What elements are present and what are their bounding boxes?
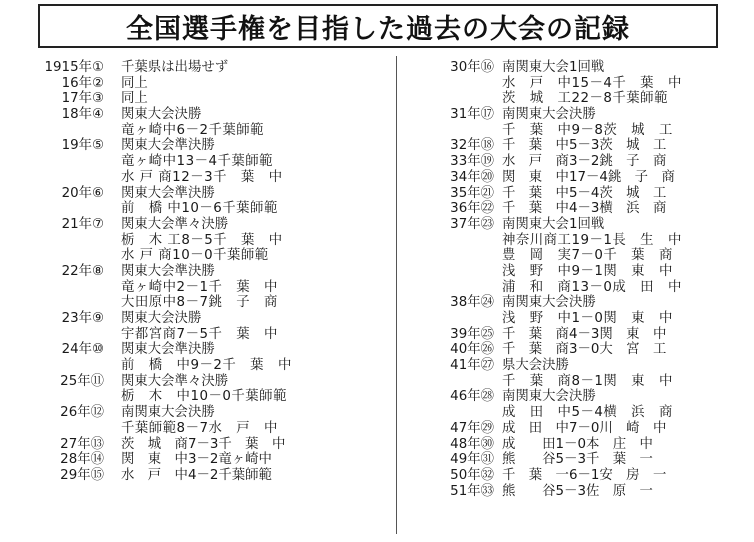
- record-line: [0, 295, 340, 311]
- record-heading: 関東大会準決勝: [121, 185, 215, 201]
- year-label: 28年⑭: [60, 452, 104, 468]
- record-heading: 県大会決勝: [502, 358, 569, 374]
- record-heading: 南関東大会1回戦: [502, 216, 605, 232]
- year-label: 17年③: [61, 91, 104, 107]
- record-heading: 南関東大会決勝: [121, 405, 215, 421]
- match-result: 豊 岡 実7－0千 葉 商: [502, 248, 673, 264]
- record-line: [404, 170, 754, 186]
- record-line: [0, 138, 340, 154]
- right-column: [404, 60, 754, 499]
- record-line: [404, 91, 754, 107]
- year-label: 37年㉓: [450, 216, 494, 232]
- record-line: [404, 60, 754, 76]
- record-line: [404, 201, 754, 217]
- column-divider: [396, 56, 397, 534]
- year-label: 24年⑩: [61, 342, 104, 358]
- record-heading: 水 戸 中4－2千葉師範: [121, 467, 272, 483]
- record-heading: 成 田1－0本 庄 中: [502, 436, 653, 452]
- record-heading: 関東大会決勝: [121, 107, 202, 123]
- record-line: [404, 389, 754, 405]
- record-heading: 千 葉 一6－1安 房 一: [502, 467, 667, 483]
- record-line: [404, 295, 754, 311]
- year-label: 40年㉖: [450, 342, 494, 358]
- year-label: 46年㉘: [450, 389, 494, 405]
- match-result: 栃 木 中10－0千葉師範: [121, 389, 287, 405]
- record-heading: 千葉県は出場せず: [121, 60, 229, 75]
- match-result: 竜ヶ崎中13－4千葉師範: [121, 154, 274, 170]
- record-line: [404, 327, 754, 343]
- year-label: 33年⑲: [450, 154, 494, 170]
- year-label: 29年⑮: [60, 467, 104, 483]
- year-label: 50年㉜: [450, 467, 494, 483]
- record-line: [404, 484, 754, 500]
- record-line: [0, 421, 340, 437]
- match-result: 宇都宮商7－5千 葉 中: [121, 326, 278, 342]
- match-result: 前 橋 中9－2千 葉 中: [121, 358, 292, 374]
- record-line: [0, 280, 340, 296]
- record-line: [0, 186, 340, 202]
- match-result: 水 戸 商10－0千葉師範: [121, 248, 269, 264]
- match-result: 水 戸 中15－4千 葉 中: [502, 75, 682, 91]
- record-line: [0, 91, 340, 107]
- record-line: [404, 358, 754, 374]
- record-line: [404, 217, 754, 233]
- match-result: 竜ヶ崎中2－1千 葉 中: [121, 279, 278, 295]
- year-label: 47年㉙: [450, 420, 494, 436]
- record-line: [0, 358, 340, 374]
- record-line: [0, 437, 340, 453]
- year-label: 34年⑳: [450, 169, 494, 185]
- year-label: 20年⑥: [61, 185, 104, 201]
- record-line: [0, 154, 340, 170]
- record-heading: 千 葉 中5－3茨 城 工: [502, 138, 667, 154]
- year-label: 41年㉗: [450, 358, 494, 374]
- record-heading: 茨 城 商7－3千 葉 中: [121, 436, 286, 452]
- year-label: 16年②: [61, 75, 104, 91]
- year-label: 21年⑦: [61, 216, 104, 232]
- record-line: [404, 468, 754, 484]
- match-result: 竜ヶ崎中6－2千葉師範: [121, 122, 265, 138]
- match-result: 浅 野 中9－1関 東 中: [502, 263, 673, 279]
- record-line: [404, 311, 754, 327]
- year-label: 30年⑯: [450, 60, 494, 75]
- record-heading: 関東大会準々決勝: [121, 216, 229, 232]
- record-heading: 関 東 中17－4銚 子 商: [502, 169, 675, 185]
- year-label: 25年⑪: [60, 373, 104, 389]
- record-line: [404, 264, 754, 280]
- page-title: 全国選手権を目指した過去の大会の記録: [126, 13, 630, 45]
- record-heading: 千 葉 商3－0大 宮 工: [502, 342, 667, 358]
- record-heading: 同上: [121, 75, 148, 91]
- record-line: [404, 405, 754, 421]
- match-result: 水 戸 商12－3千 葉 中: [121, 169, 283, 185]
- record-heading: 南関東大会1回戦: [502, 60, 605, 75]
- year-label: 22年⑧: [61, 263, 104, 279]
- match-result: 茨 城 工22－8千葉師範: [502, 91, 668, 107]
- record-heading: 南関東大会決勝: [502, 295, 596, 311]
- match-result: 千 葉 商8－1関 東 中: [502, 373, 673, 389]
- record-line: [404, 374, 754, 390]
- year-label: 18年④: [61, 107, 104, 123]
- record-heading: 関東大会準々決勝: [121, 373, 229, 389]
- year-label: 38年㉔: [450, 295, 494, 311]
- record-line: [0, 170, 340, 186]
- record-heading: 千 葉 中4－3横 浜 商: [502, 201, 667, 217]
- year-label: 23年⑨: [61, 311, 104, 326]
- record-line: [404, 138, 754, 154]
- record-line: [404, 76, 754, 92]
- record-heading: 関東大会準決勝: [121, 138, 215, 154]
- record-line: [0, 217, 340, 233]
- year-label: 48年㉚: [450, 436, 494, 452]
- record-line: [0, 389, 340, 405]
- year-label: 19年⑤: [61, 138, 104, 154]
- record-line: [0, 468, 340, 484]
- year-label: 27年⑬: [60, 436, 104, 452]
- left-column: [0, 60, 340, 484]
- year-label: 36年㉒: [450, 201, 494, 217]
- record-line: [0, 123, 340, 139]
- record-line: [404, 154, 754, 170]
- record-heading: 関東大会準決勝: [121, 263, 215, 279]
- record-heading: 関東大会準決勝: [121, 342, 215, 358]
- match-result: 前 橋 中10－6千葉師範: [121, 201, 278, 217]
- year-label: 1915年①: [44, 60, 104, 75]
- record-heading: 同上: [121, 91, 148, 107]
- record-line: [0, 374, 340, 390]
- match-result: 浦 和 商13－0成 田 中: [502, 279, 682, 295]
- year-label: 51年㉝: [450, 483, 494, 499]
- record-line: [404, 437, 754, 453]
- record-line: [0, 311, 340, 327]
- record-line: [0, 342, 340, 358]
- record-line: [404, 186, 754, 202]
- record-heading: 関東大会決勝: [121, 311, 202, 326]
- record-heading: 熊 谷5－3佐 原 一: [502, 483, 653, 499]
- record-line: [404, 421, 754, 437]
- record-heading: 水 戸 商3－2銚 子 商: [502, 154, 667, 170]
- record-line: [0, 60, 340, 76]
- match-result: 大田原中8－7銚 子 商: [121, 295, 278, 311]
- record-line: [404, 233, 754, 249]
- record-line: [404, 342, 754, 358]
- record-heading: 南関東大会決勝: [502, 389, 596, 405]
- record-line: [0, 264, 340, 280]
- record-heading: 千 葉 商4－3関 東 中: [502, 326, 667, 342]
- record-heading: 成 田 中7－0川 崎 中: [502, 420, 667, 436]
- record-line: [404, 123, 754, 139]
- record-heading: 関 東 中3－2竜ヶ崎中: [121, 452, 272, 468]
- match-result: 浅 野 中1－0関 東 中: [502, 311, 673, 326]
- record-line: [0, 107, 340, 123]
- year-label: 35年㉑: [450, 185, 494, 201]
- record-line: [404, 248, 754, 264]
- year-label: 39年㉕: [450, 326, 494, 342]
- year-label: 32年⑱: [450, 138, 494, 154]
- match-result: 千葉師範8－7水 戸 中: [121, 420, 278, 436]
- record-line: [0, 76, 340, 92]
- record-line: [0, 248, 340, 264]
- record-line: [0, 327, 340, 343]
- record-line: [0, 201, 340, 217]
- record-line: [0, 405, 340, 421]
- record-line: [0, 452, 340, 468]
- title-box: [38, 4, 718, 48]
- record-line: [404, 280, 754, 296]
- record-heading: 千 葉 中5－4茨 城 工: [502, 185, 667, 201]
- record-heading: 熊 谷5－3千 葉 一: [502, 452, 653, 468]
- record-line: [404, 452, 754, 468]
- match-result: 千 葉 中9－8茨 城 工: [502, 122, 673, 138]
- match-result: 成 田 中5－4横 浜 商: [502, 405, 673, 421]
- record-heading: 南関東大会決勝: [502, 107, 596, 123]
- record-line: [0, 233, 340, 249]
- match-result: 神奈川商工19－1長 生 中: [502, 232, 682, 248]
- year-label: 26年⑫: [60, 405, 104, 421]
- record-line: [404, 107, 754, 123]
- match-result: 栃 木 工8－5千 葉 中: [121, 232, 283, 248]
- year-label: 31年⑰: [450, 107, 494, 123]
- year-label: 49年㉛: [450, 452, 494, 468]
